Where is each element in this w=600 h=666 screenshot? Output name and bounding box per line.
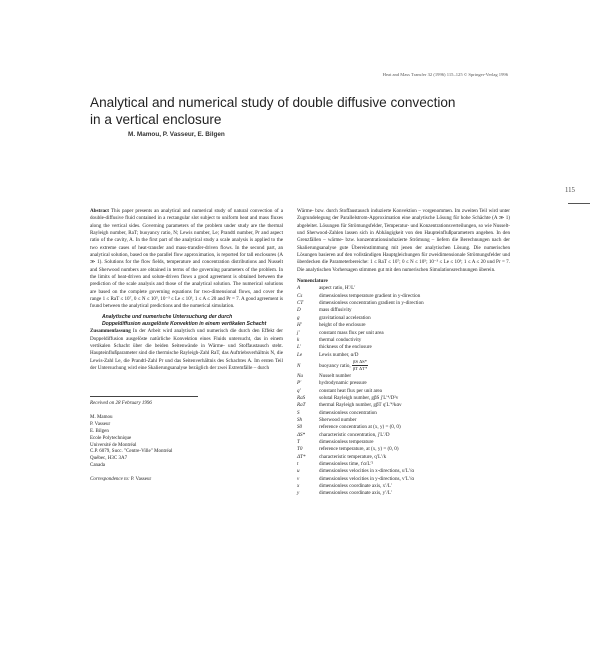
affiliation-line: Québec, H3C 3A7 — [90, 456, 128, 462]
nomenclature-item — [297, 402, 510, 409]
nomenclature-definition: height of the enclosure — [319, 322, 366, 329]
affiliation-line: P. Vasseur — [90, 421, 111, 427]
correspondence — [90, 477, 283, 484]
nomenclature-item — [297, 285, 510, 292]
zusammenfassung — [90, 328, 283, 372]
nomenclature-symbol: u — [297, 468, 300, 475]
nomenclature-definition: dimensionless coordinate axis, y′/L′ — [319, 490, 392, 497]
nomenclature-definition: constant heat flux per unit area — [319, 387, 382, 394]
nomenclature-definition: dimensionless temperature gradient in y-direction — [319, 292, 421, 299]
nomenclature-symbol: D — [297, 307, 301, 314]
nomenclature-symbol: v — [297, 475, 300, 482]
correspondence-label: Correspondence to: — [90, 476, 130, 482]
left-column — [90, 208, 283, 484]
nomenclature-definition: gravitational acceleration — [319, 314, 371, 321]
page-number: 115 — [565, 187, 575, 194]
nomenclature-item — [297, 483, 510, 490]
paper-title — [90, 94, 510, 128]
nomenclature-definition: Sherwood number — [319, 416, 357, 423]
nomenclature-symbol: L′ — [297, 344, 301, 351]
nomenclature-definition: dimensionless concentration — [319, 409, 377, 416]
nomenclature-item — [297, 344, 510, 351]
nomenclature-item — [297, 432, 510, 439]
nomenclature-symbol: q′ — [297, 387, 301, 394]
nomenclature-definition: buoyancy ratio, — [319, 362, 351, 369]
nomenclature-definition: aspect ratio, H′/L′ — [319, 285, 356, 292]
nomenclature-heading: Nomenclature — [297, 278, 328, 285]
nomenclature-symbol: Nu — [297, 372, 303, 379]
nomenclature-definition: thickness of the enclosure — [319, 344, 372, 351]
nomenclature-symbol: y — [297, 490, 300, 497]
nomenclature-symbol: A — [297, 285, 301, 292]
nomenclature-item — [297, 352, 510, 359]
nomenclature-definition: reference temperature, at (x, y) = (0, 0) — [319, 446, 399, 453]
abstract-label: Abstract — [90, 208, 109, 214]
nomenclature-definition: thermal Rayleigh number, gβT q′L′⁴/kαν — [319, 402, 402, 409]
title-line-1: Analytical and numerical study of double diffusive convection — [90, 95, 456, 110]
right-column — [297, 208, 510, 498]
nomenclature-item — [297, 490, 510, 497]
nomenclature-item — [297, 373, 510, 380]
nomenclature-item — [297, 461, 510, 468]
nomenclature-definition: dimensionless concentration gradient in y-direction — [319, 300, 424, 307]
nomenclature-symbol: Sh — [297, 416, 303, 423]
nomenclature-symbol: S0 — [297, 424, 303, 431]
affiliation-line: Université de Montréal — [90, 442, 137, 448]
nomenclature-item — [297, 446, 510, 453]
german-title: Analytische und numerische Untersuchung der durch Doppeldiffusion ausgelöste Konvektion in einem vertikalen Schacht — [102, 313, 267, 328]
nomenclature-list — [297, 285, 510, 358]
nomenclature-definition: Nusselt number — [319, 372, 352, 379]
correspondence-name: P. Vasseur — [130, 476, 152, 482]
nomenclature-item — [297, 380, 510, 387]
abstract — [90, 208, 283, 311]
fraction-numerator: βS ΔS* — [353, 359, 368, 365]
zusammenfassung-continued: Wärme- bzw. durch Stoffaustausch induzierte Konvektion – vorgenommen. Im zweiten Teil wird unter Zugrundelegung der Parallelstrom-Approximation eine analytische Lösung für hohe Schächte (A ≫ 1) abgeleitet. Lösungen für Strömungsfelder, Temperatur- und Konzentrationsverteilungen, so wie Nusselt- und Sherwood-Zahlen lassen sich in Abhängigkeit von den Haupteinflußparametern angeben. In den Grenzfällen – wärme- bzw. konzentrationsinduzierte Strömung – liefern die Berechnungen nach der Skalierungsanalyse gute Übereinstimmung mit jenen der analytischen Lösung. Die numerischen Lösungen basieren auf den vollständigen Hauptgleichungen für zweidimensionale Strömungsfelder und überdecken die Parameterbereiche: 1 ≤ RaT ≤ 10⁷; 0 ≤ N ≤ 10⁵; 10⁻³ ≤ Le ≤ 10³; 1 ≤ A ≤ 20 und Pr = 7. Die analytischen Vorhersagen stimmen gut mit den numerischen Simulationsrechnungen überein. — [297, 208, 510, 273]
nomenclature-symbol: RaT — [297, 402, 306, 409]
nomenclature-definition: dimensionless coordinate axis, x′/L′ — [319, 483, 392, 490]
nomenclature-definition: constant mass flux per unit area — [319, 329, 384, 336]
title-line-2: in a vertical enclosure — [90, 112, 222, 127]
nomenclature-symbol: Cs — [297, 292, 303, 299]
received-date: Received on 28 February 1996 — [90, 401, 152, 407]
nomenclature-item — [297, 395, 510, 402]
nomenclature-symbol: T0 — [297, 446, 303, 453]
affiliation-line: Ecole Polytechnique — [90, 435, 132, 441]
nomenclature-definition: dimensionless temperature — [319, 438, 374, 445]
nomenclature-item — [297, 307, 510, 314]
nomenclature-item — [297, 454, 510, 461]
nomenclature-definition: hydrodynamic pressure — [319, 380, 367, 387]
journal-citation: Heat and Mass Transfer 32 (1996) 115–125 © Springer-Verlag 1996 — [382, 72, 508, 77]
nomenclature-definition: mass diffusivity — [319, 307, 352, 314]
nomenclature-symbol: RaS — [297, 394, 306, 401]
nomenclature-symbol: ΔT* — [297, 453, 306, 460]
nomenclature-symbol: P′ — [297, 380, 302, 387]
abstract-text: This paper presents an analytical and numerical study of natural convection of a double-diffusive fluid contained in a rectangular slot subject to uniform heat and mass fluxes along the vertical sides. Governing parameters of the problem under study are the thermal Rayleigh number, RaT; buoyancy ratio, N; Lewis number, Le; Prandtl number, Pr and aspect ratio of the cavity, A. In the first part of the analytical study a scale analysis is applied to the two extreme cases of heat-transfer and mass-transfer-driven flows. In the second part, an analytical solution, based on the parallel flow approximation, is reported for tall enclosures (A ≫ 1). Solutions for the flow fields, temperature and concentration distributions and Nusselt and Sherwood numbers are obtained in terms of the governing parameters of the problem. In the limits of heat-driven and solute-driven flows a good agreement is obtained between the prediction of the scale analysis and those of the analytical solution. The numerical solutions are based on the complete governing equations for two-dimensional flows, and cover the range 1 ≤ RaT ≤ 10⁷, 0 ≤ N ≤ 10⁵, 10⁻³ ≤ Le ≤ 10³, 1 ≤ A ≤ 20 and Pr = 7. A good agreement is found between the analytical predictions and the numerical simulation. — [90, 208, 283, 310]
nomenclature-symbol: x — [297, 483, 300, 490]
nomenclature-symbol: CT — [297, 300, 304, 307]
nomenclature-symbol: ΔS* — [297, 431, 306, 438]
buoyancy-ratio-fraction — [352, 359, 368, 372]
nomenclature-definition: dimensionless velocities in y-directions, v′L′/α — [319, 475, 415, 482]
nomenclature-item — [297, 468, 510, 475]
page-number-rule — [568, 203, 590, 204]
fraction-denominator: βT ΔT* — [352, 366, 368, 372]
nomenclature-definition: thermal conductivity — [319, 336, 362, 343]
nomenclature-symbol: g — [297, 314, 300, 321]
footnote-rule — [90, 396, 198, 397]
nomenclature-symbol: S — [297, 409, 300, 416]
nomenclature-definition: dimensionless time, t′α/L′² — [319, 461, 374, 467]
affiliation-line: E. Bilgen — [90, 428, 109, 434]
nomenclature-item — [297, 330, 510, 337]
affiliation-line: M. Mamou — [90, 415, 113, 421]
nomenclature-symbol: H′ — [297, 322, 302, 329]
zusammenfassung-label: Zusammenfassung — [90, 328, 131, 335]
affiliation-line: Canada — [90, 463, 105, 469]
nomenclature-definition: characteristic temperature, q′L′/k — [319, 453, 387, 460]
nomenclature-item-buoyancy — [297, 359, 510, 373]
nomenclature-item — [297, 388, 510, 395]
nomenclature-item — [297, 476, 510, 483]
nomenclature-symbol: t — [297, 461, 299, 467]
nomenclature-definition: dimensionless velocities in x-directions, u′L′/α — [319, 468, 415, 475]
nomenclature-symbol: N — [297, 362, 301, 369]
nomenclature-definition: characteristic concentration, j′L′/D — [319, 431, 390, 438]
nomenclature-item — [297, 293, 510, 300]
nomenclature-definition: Lewis number, α/D — [319, 351, 359, 358]
nomenclature-definition: reference concentration at (x, y) = (0, 0) — [319, 424, 401, 431]
nomenclature-item — [297, 322, 510, 329]
nomenclature-symbol: T — [297, 438, 300, 445]
nomenclature-item — [297, 410, 510, 417]
nomenclature-symbol: j′ — [297, 329, 300, 336]
nomenclature-item — [297, 424, 510, 431]
nomenclature-list — [297, 373, 510, 498]
authors: M. Mamou, P. Vasseur, E. Bilgen — [128, 131, 225, 138]
nomenclature-definition: solutal Rayleigh number, gβS j′L′⁴/D²ν — [319, 394, 399, 401]
affiliation-block — [90, 415, 283, 470]
affiliation-line: C.P. 6079, Succ. "Centre-Ville" Montréal — [90, 449, 173, 455]
nomenclature-symbol: k — [297, 336, 300, 343]
nomenclature-symbol: Le — [297, 351, 303, 358]
zusammenfassung-text: In der Arbeit wird analytisch und numerisch die durch den Effekt der Doppeldiffusion ausgelöste natürliche Konvektion eines Fluids untersucht, das in einem vertikalen Schacht über die beiden Seitenwände in Wärme- und Stoffaustausch steht. Haupteinflußparameter sind die thermische Rayleigh-Zahl RaT, das Auftriebsverhältnis N, die Lewis-Zahl Le, die Prandtl-Zahl Pr und das Seitenverhältnis des Schachtes A. Im ersten Teil der Untersuchung wird eine Skalierungsanalyse bezüglich der zwei Extremfälle – durch — [90, 328, 283, 371]
